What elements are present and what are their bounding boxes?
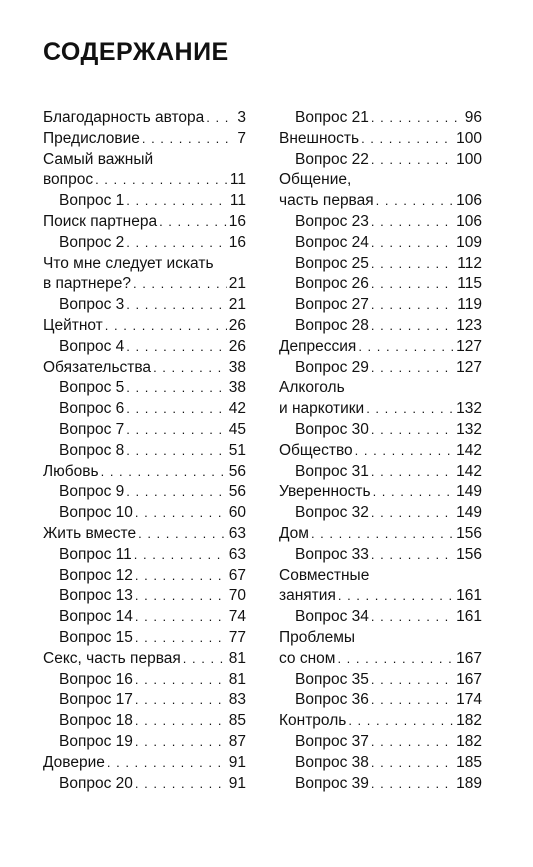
- toc-entry-label: Вопрос 28: [295, 316, 369, 334]
- dot-leader: [126, 482, 226, 503]
- toc-entry-page-number: 156: [456, 545, 482, 563]
- toc-entry-label: Вопрос 13: [59, 587, 133, 605]
- toc-entry: [279, 711, 482, 732]
- toc-entry: [279, 670, 482, 691]
- toc-entry-page-number: 109: [456, 233, 482, 251]
- toc-entry-label: Депрессия: [279, 337, 357, 355]
- toc-entry-page-number: 83: [228, 691, 246, 709]
- toc-entry-label: Общество: [279, 441, 353, 459]
- toc-entry-label: Внешность: [279, 129, 360, 147]
- toc-entry-label: Вопрос 22: [295, 150, 369, 168]
- toc-entry-label: Вопрос 9: [59, 483, 125, 501]
- toc-entry: [279, 399, 482, 420]
- toc-entry-label: Вопрос 3: [59, 296, 125, 314]
- toc-entry-page-number: 182: [456, 712, 482, 730]
- page-title: СОДЕРЖАНИЕ: [43, 38, 229, 66]
- toc-entry: [43, 129, 246, 150]
- toc-entry-page-number: 60: [228, 504, 246, 522]
- toc-entry: [279, 503, 482, 524]
- toc-entry-label: Вопрос 10: [59, 504, 133, 522]
- dot-leader: [135, 732, 227, 753]
- toc-entry-page-number: 26: [228, 337, 246, 355]
- toc-entry-label: Вопрос 18: [59, 712, 133, 730]
- toc-entry: [279, 358, 482, 379]
- toc-entry: [279, 170, 482, 191]
- dot-leader: [371, 212, 454, 233]
- toc-entry-label: Вопрос 14: [59, 608, 133, 626]
- toc-entry-label: Вопрос 26: [295, 275, 369, 293]
- toc-entry-page-number: 132: [456, 420, 482, 438]
- toc-entry: [43, 274, 246, 295]
- dot-leader: [358, 337, 454, 358]
- toc-entry: [279, 274, 482, 295]
- toc-entry-page-number: 81: [228, 649, 246, 667]
- dot-leader: [126, 191, 228, 212]
- toc-entry: [43, 170, 246, 191]
- dot-leader: [311, 524, 454, 545]
- dot-leader: [371, 150, 454, 171]
- toc-entry-label: Алкоголь: [279, 379, 345, 397]
- dot-leader: [338, 586, 454, 607]
- dot-leader: [371, 233, 454, 254]
- dot-leader: [371, 503, 454, 524]
- toc-entry: [279, 108, 482, 129]
- toc-entry-label: Вопрос 17: [59, 691, 133, 709]
- toc-entry: [43, 108, 246, 129]
- dot-leader: [371, 358, 454, 379]
- toc-entry-label: Секс, часть первая: [43, 649, 181, 667]
- dot-leader: [361, 129, 454, 150]
- toc-entry-label: Вопрос 29: [295, 358, 369, 376]
- dot-leader: [133, 274, 227, 295]
- toc-entry-label: Вопрос 30: [295, 420, 369, 438]
- toc-entry-page-number: 119: [457, 296, 482, 314]
- toc-entry-page-number: 112: [457, 254, 482, 272]
- toc-entry-page-number: 127: [456, 337, 482, 355]
- toc-entry-page-number: 91: [228, 774, 246, 792]
- dot-leader: [135, 607, 227, 628]
- toc-entry-label: со сном: [279, 649, 336, 667]
- toc-entry: [43, 586, 246, 607]
- toc-entry-page-number: 7: [237, 129, 246, 147]
- toc-entry-page-number: 149: [456, 504, 482, 522]
- dot-leader: [371, 753, 454, 774]
- toc-entry-page-number: 26: [228, 316, 246, 334]
- dot-leader: [135, 670, 227, 691]
- dot-leader: [135, 586, 227, 607]
- toc-entry: [43, 524, 246, 545]
- dot-leader: [135, 503, 227, 524]
- toc-entry: [279, 628, 482, 649]
- toc-entry-label: Вопрос 21: [295, 109, 369, 126]
- toc-entry: [279, 732, 482, 753]
- dot-leader: [348, 711, 454, 732]
- dot-leader: [355, 441, 454, 462]
- toc-entry-page-number: 106: [456, 192, 482, 210]
- toc-entry: [43, 150, 246, 171]
- dot-leader: [371, 732, 454, 753]
- dot-leader: [126, 378, 226, 399]
- toc-entry-page-number: 96: [464, 109, 482, 126]
- toc-entry-page-number: 182: [456, 732, 482, 750]
- dot-leader: [371, 774, 454, 795]
- dot-leader: [371, 420, 454, 441]
- toc-entry-label: Предисловие: [43, 129, 140, 147]
- toc-entry-page-number: 161: [456, 608, 482, 626]
- toc-entry-label: Вопрос 35: [295, 670, 369, 688]
- toc-entry-page-number: 74: [228, 608, 246, 626]
- toc-entry: [43, 441, 246, 462]
- dot-leader: [126, 420, 226, 441]
- toc-entry-page-number: 16: [228, 212, 246, 230]
- toc-entry-page-number: 115: [457, 275, 482, 293]
- dot-leader: [95, 170, 228, 191]
- toc-entry: [43, 316, 246, 337]
- toc-entry-label: Жить вместе: [43, 524, 137, 542]
- dot-leader: [126, 441, 226, 462]
- toc-entry-page-number: 21: [228, 275, 246, 293]
- toc-left-column: [43, 108, 246, 794]
- toc-entry-label: Вопрос 5: [59, 379, 125, 397]
- toc-entry: [43, 254, 246, 275]
- toc-entry: [279, 607, 482, 628]
- toc-entry: [43, 690, 246, 711]
- toc-entry-page-number: 38: [228, 379, 246, 397]
- toc-entry: [279, 774, 482, 795]
- toc-entry-label: Вопрос 19: [59, 732, 133, 750]
- toc-entry-page-number: 156: [456, 524, 482, 542]
- toc-entry: [43, 566, 246, 587]
- toc-entry: [43, 503, 246, 524]
- toc-entry-label: Вопрос 31: [295, 462, 369, 480]
- dot-leader: [373, 482, 455, 503]
- toc-entry: [279, 129, 482, 150]
- toc-entry: [43, 420, 246, 441]
- toc-entry: [43, 337, 246, 358]
- toc-entry-label: Вопрос 23: [295, 212, 369, 230]
- dot-leader: [135, 628, 227, 649]
- toc-entry: [43, 753, 246, 774]
- toc-entry-page-number: 142: [456, 441, 482, 459]
- dot-leader: [126, 337, 226, 358]
- toc-entry-label: и наркотики: [279, 400, 365, 418]
- dot-leader: [135, 711, 227, 732]
- toc-entry-page-number: 21: [228, 296, 246, 314]
- toc-entry-label: Вопрос 27: [295, 296, 369, 314]
- toc-entry: [43, 399, 246, 420]
- dot-leader: [371, 607, 454, 628]
- toc-entry: [43, 212, 246, 233]
- toc-entry: [43, 462, 246, 483]
- toc-entry: [279, 753, 482, 774]
- dot-leader: [135, 690, 227, 711]
- toc-entry-label: в партнере?: [43, 275, 131, 293]
- dot-leader: [135, 566, 227, 587]
- toc-entry-label: занятия: [279, 587, 336, 605]
- toc-entry-page-number: 11: [229, 192, 246, 210]
- dot-leader: [138, 524, 227, 545]
- toc-entry-label: Вопрос 32: [295, 504, 369, 522]
- toc-entry: [279, 191, 482, 212]
- toc-entry-label: Вопрос 12: [59, 566, 133, 584]
- toc-entry-page-number: 189: [456, 774, 482, 792]
- dot-leader: [142, 129, 236, 150]
- toc-entry: [279, 254, 482, 275]
- toc-entry: [279, 378, 482, 399]
- toc-entry: [279, 462, 482, 483]
- toc-entry-page-number: 142: [456, 462, 482, 480]
- dot-leader: [134, 545, 227, 566]
- dot-leader: [376, 191, 454, 212]
- toc-entry-page-number: 100: [456, 129, 482, 147]
- toc-entry-label: Благодарность автора: [43, 109, 205, 126]
- toc-entry-label: Уверенность: [279, 483, 371, 501]
- dot-leader: [126, 295, 226, 316]
- toc-entry-page-number: 149: [456, 483, 482, 501]
- toc-entry-label: Вопрос 6: [59, 400, 125, 418]
- toc-entry-page-number: 56: [228, 483, 246, 501]
- dot-leader: [135, 774, 227, 795]
- toc-entry: [279, 649, 482, 670]
- toc-entry-page-number: 63: [228, 524, 246, 542]
- dot-leader: [153, 358, 227, 379]
- toc-entry-page-number: 11: [229, 171, 246, 189]
- toc-entry-page-number: 167: [456, 649, 482, 667]
- dot-leader: [183, 649, 227, 670]
- dot-leader: [366, 399, 454, 420]
- dot-leader: [371, 545, 454, 566]
- toc-entry: [43, 607, 246, 628]
- toc-entry-page-number: 167: [456, 670, 482, 688]
- toc-entry-page-number: 77: [228, 628, 246, 646]
- toc-entry: [43, 295, 246, 316]
- dot-leader: [101, 462, 227, 483]
- dot-leader: [371, 670, 454, 691]
- toc-entry-label: Цейтнот: [43, 316, 103, 334]
- toc-entry: [43, 711, 246, 732]
- toc-entry-label: Вопрос 8: [59, 441, 125, 459]
- dot-leader: [371, 295, 455, 316]
- toc-entry: [279, 690, 482, 711]
- toc-entry-label: Вопрос 20: [59, 774, 133, 792]
- toc-entry-label: часть первая: [279, 192, 374, 210]
- toc-entry: [43, 649, 246, 670]
- dot-leader: [126, 233, 226, 254]
- toc-entry: [279, 233, 482, 254]
- toc-entry-label: Вопрос 39: [295, 774, 369, 792]
- toc-entry-label: Вопрос 4: [59, 337, 125, 355]
- toc-entry-label: Вопрос 1: [59, 192, 125, 210]
- toc-entry-label: Вопрос 11: [59, 545, 132, 563]
- toc-entry-page-number: 70: [228, 587, 246, 605]
- toc-entry-label: Вопрос 25: [295, 254, 369, 272]
- dot-leader: [337, 649, 454, 670]
- toc-entry: [279, 482, 482, 503]
- toc-entry-page-number: 45: [228, 420, 246, 438]
- dot-leader: [371, 690, 454, 711]
- toc-entry-page-number: 100: [456, 150, 482, 168]
- toc-entry-page-number: 38: [228, 358, 246, 376]
- toc-entry-page-number: 56: [228, 462, 246, 480]
- toc-entry-page-number: 42: [228, 400, 246, 418]
- toc-entry: [279, 545, 482, 566]
- toc-entry: [43, 233, 246, 254]
- toc-entry: [43, 545, 246, 566]
- toc-entry-label: Вопрос 7: [59, 420, 125, 438]
- toc-entry-label: Вопрос 34: [295, 608, 369, 626]
- toc-entry-page-number: 16: [228, 233, 246, 251]
- dot-leader: [371, 316, 454, 337]
- toc-entry-page-number: 51: [228, 441, 246, 459]
- dot-leader: [107, 753, 227, 774]
- toc-entry-page-number: 85: [228, 712, 246, 730]
- toc-entry-label: Дом: [279, 524, 309, 542]
- toc-entry-page-number: 132: [456, 400, 482, 418]
- toc-entry: [43, 670, 246, 691]
- toc-entry: [43, 378, 246, 399]
- toc-entry: [43, 191, 246, 212]
- toc-entry: [279, 586, 482, 607]
- toc-entry: [279, 295, 482, 316]
- toc-entry-page-number: 87: [228, 732, 246, 750]
- toc-entry: [43, 482, 246, 503]
- dot-leader: [159, 212, 227, 233]
- toc-entry-label: Самый важный: [43, 150, 154, 168]
- toc-entry-page-number: 3: [237, 109, 246, 126]
- toc-entry: [279, 150, 482, 171]
- toc-entry-label: Проблемы: [279, 628, 356, 646]
- toc-entry-label: Обязательства: [43, 358, 152, 376]
- toc-entry-page-number: 63: [228, 545, 246, 563]
- toc-entry-label: Вопрос 36: [295, 691, 369, 709]
- toc-entry-page-number: 67: [228, 566, 246, 584]
- toc-entry-label: Вопрос 15: [59, 628, 133, 646]
- toc-entry: [43, 774, 246, 795]
- toc-entry-label: Поиск партнера: [43, 212, 158, 230]
- toc-entry-label: Вопрос 2: [59, 233, 125, 251]
- toc-entry-label: Вопрос 38: [295, 753, 369, 771]
- toc-entry-label: Любовь: [43, 462, 99, 480]
- toc-entry-label: Вопрос 16: [59, 670, 133, 688]
- toc-entry-page-number: 174: [456, 691, 482, 709]
- toc-entry-page-number: 127: [456, 358, 482, 376]
- toc-entry: [279, 441, 482, 462]
- toc-entry-page-number: 106: [456, 212, 482, 230]
- toc-entry: [279, 316, 482, 337]
- dot-leader: [371, 254, 455, 275]
- dot-leader: [371, 108, 463, 129]
- toc-entry-label: Вопрос 24: [295, 233, 369, 251]
- toc-entry-label: Контроль: [279, 712, 347, 730]
- toc-entry-label: Что мне следует искать: [43, 254, 214, 272]
- toc-right-column: [279, 108, 482, 794]
- dot-leader: [105, 316, 227, 337]
- toc-entry-label: вопрос: [43, 171, 94, 189]
- toc-entry-label: Общение,: [279, 171, 352, 189]
- toc-entry: [279, 566, 482, 587]
- dot-leader: [206, 108, 235, 129]
- toc-entry-label: Доверие: [43, 753, 105, 771]
- toc-entry-label: Совместные: [279, 566, 370, 584]
- toc-entry-page-number: 81: [228, 670, 246, 688]
- toc-entry: [43, 358, 246, 379]
- toc-entry: [279, 337, 482, 358]
- toc-entry: [43, 628, 246, 649]
- dot-leader: [371, 274, 455, 295]
- toc-entry-page-number: 185: [456, 753, 482, 771]
- toc-entry-page-number: 123: [456, 316, 482, 334]
- toc-entry: [279, 212, 482, 233]
- dot-leader: [126, 399, 226, 420]
- toc-entry-page-number: 91: [228, 753, 246, 771]
- toc-entry: [279, 420, 482, 441]
- toc-entry-label: Вопрос 37: [295, 732, 369, 750]
- toc-entry: [279, 524, 482, 545]
- dot-leader: [371, 462, 454, 483]
- toc-entry-label: Вопрос 33: [295, 545, 369, 563]
- toc-entry: [43, 732, 246, 753]
- toc-entry-page-number: 161: [456, 587, 482, 605]
